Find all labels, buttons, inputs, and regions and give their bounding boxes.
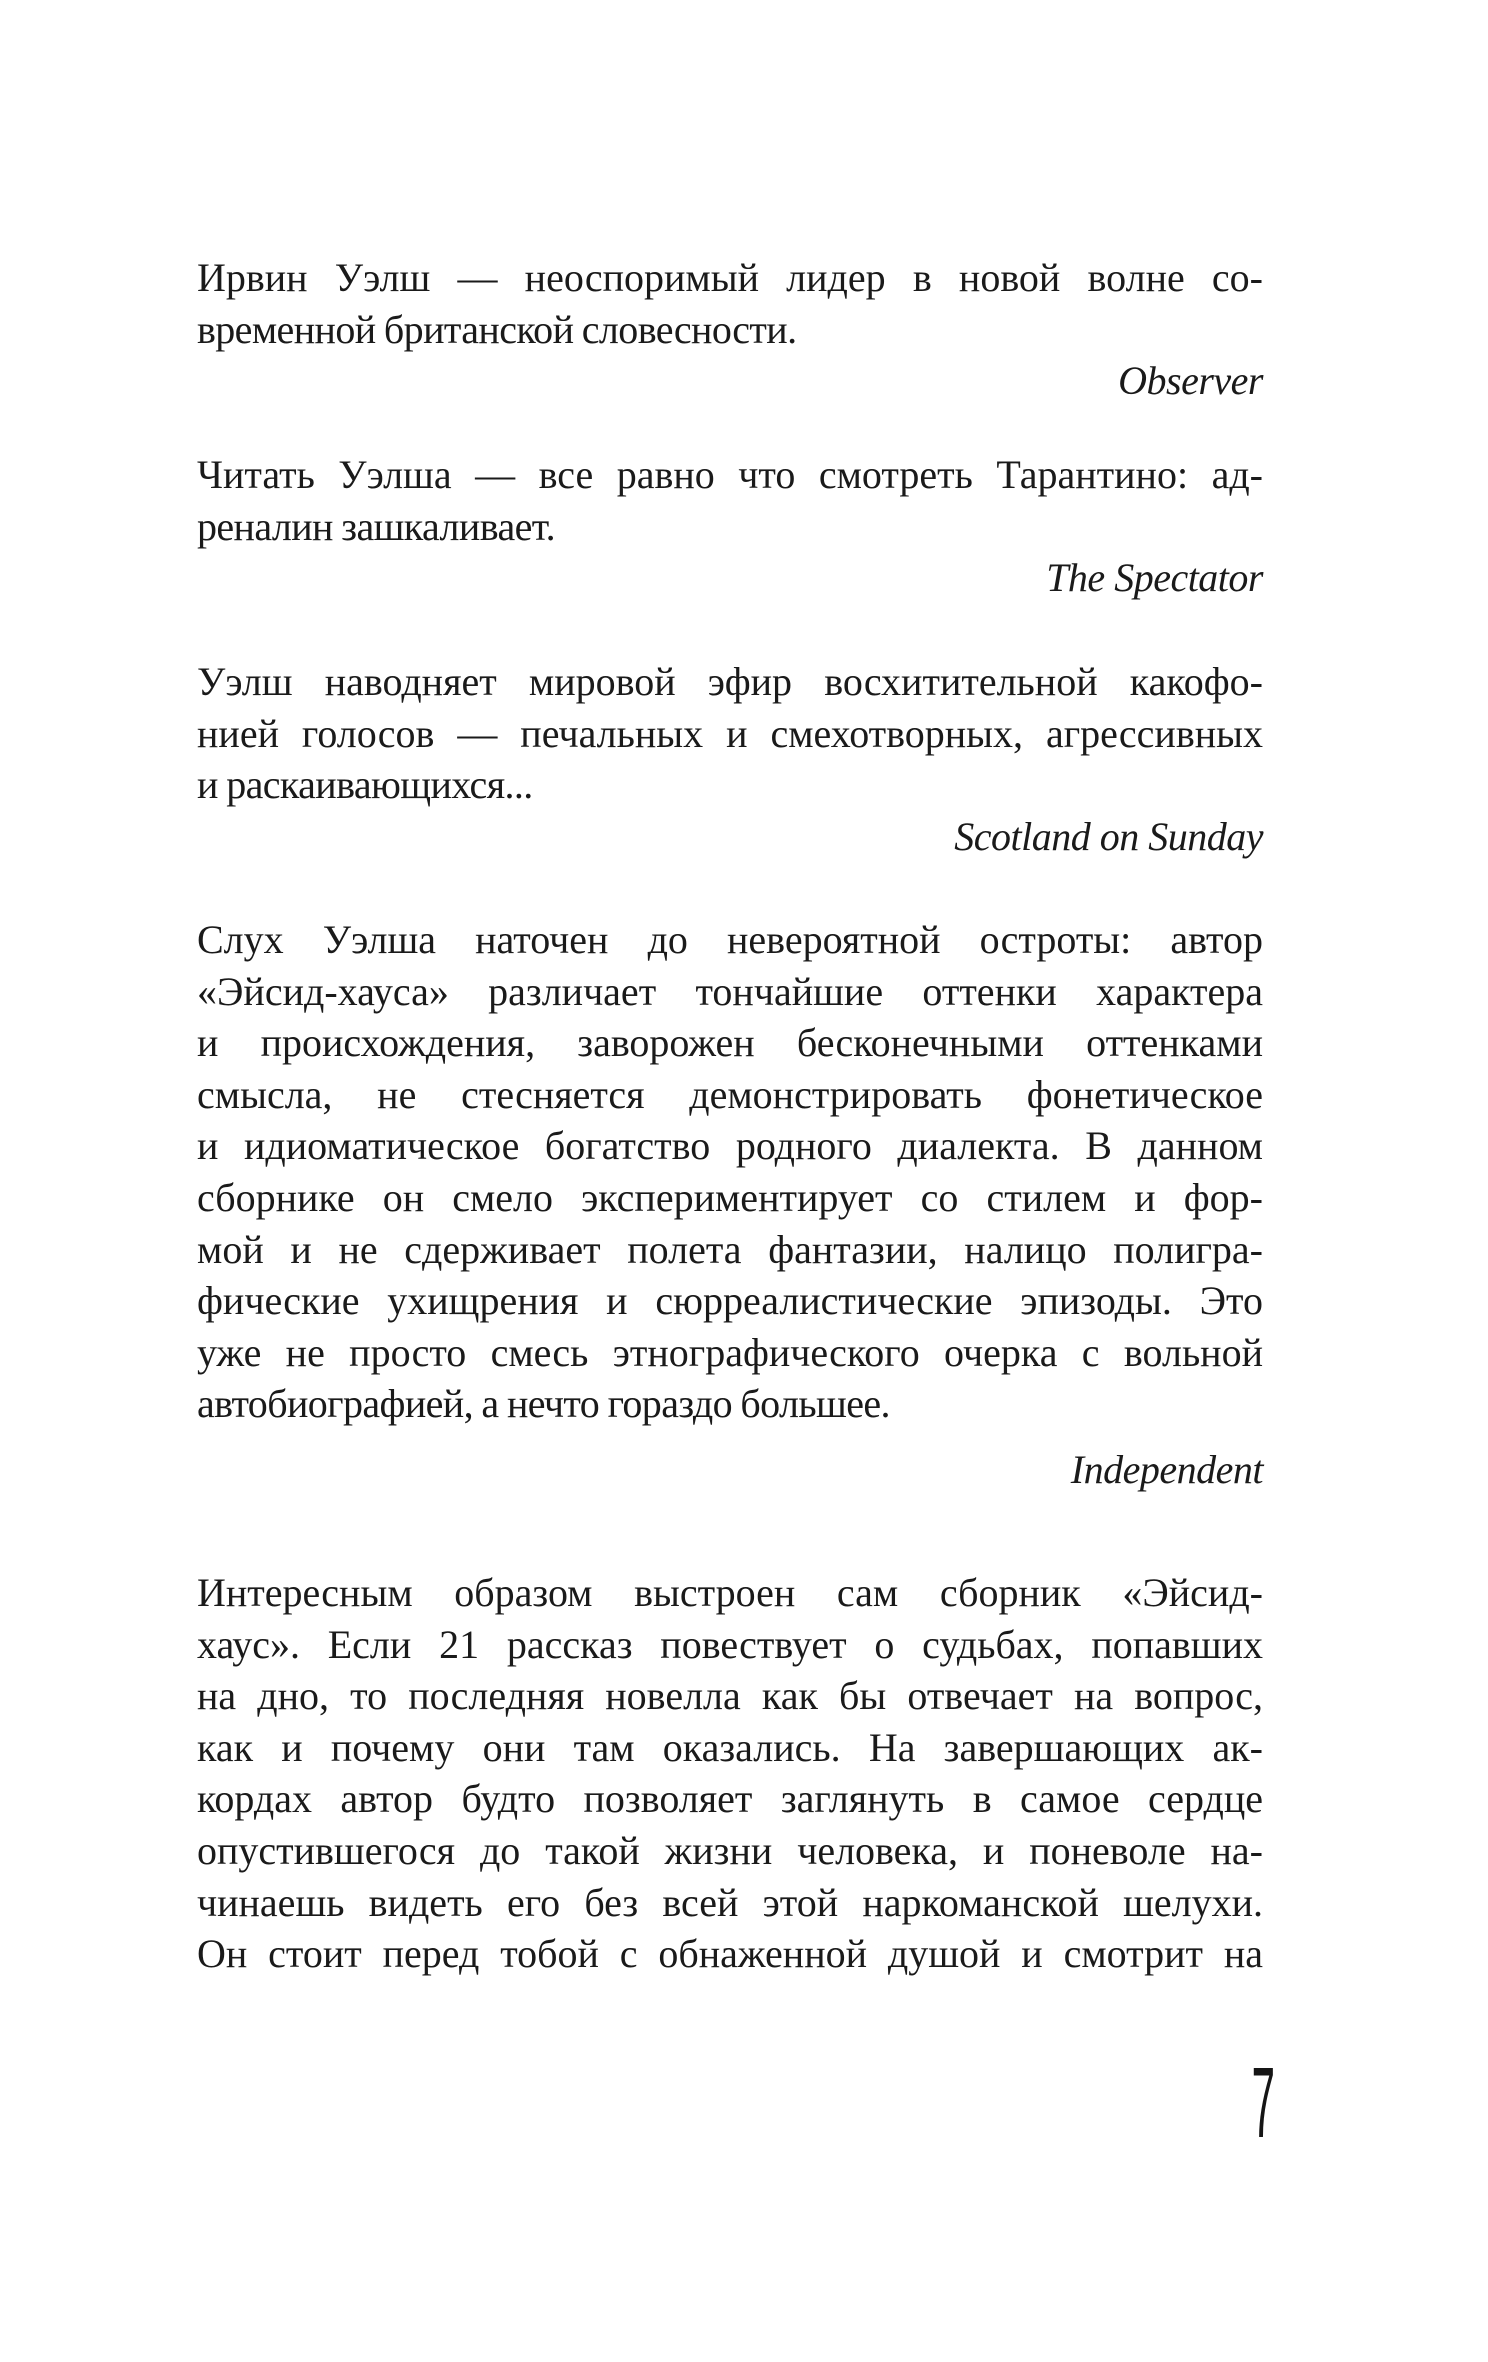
quote-line: смысла, не стесняется демонстрировать фонетическое [197,1071,1263,1117]
review-quote-scotland-on-sunday [197,656,1263,862]
quote-line: реналин зашкаливает. [197,503,556,549]
quote-source: The Spectator [1046,555,1263,601]
review-quote-independent [197,914,1263,1496]
quote-line: и происхождения, заворожен бесконечными оттенками [197,1020,1263,1066]
paragraph-line: кордах автор будто позволяет заглянуть в самое сердце [197,1776,1263,1822]
quote-source: Observer [1118,358,1263,404]
paragraph-line: Интересным образом выстроен сам сборник «Эйсид- [197,1570,1263,1615]
quote-line: «Эйсид-хауса» различает тончайшие оттенки характера [197,968,1263,1014]
quote-line: мой и не сдерживает полета фантазии, налицо полигра- [197,1226,1263,1272]
quote-line: и идиоматическое богатство родного диалекта. В данном [197,1123,1263,1169]
paragraph-line: чинаешь видеть его без всей этой наркоманской шелухи. [197,1879,1263,1925]
page-number: 7 [1251,2047,1276,2159]
paragraph-line: опустившегося до такой жизни человека, и поневоле на- [197,1827,1263,1873]
quote-source: Independent [1070,1446,1263,1492]
quote-line: фические ухищрения и сюрреалистические эпизоды. Это [197,1278,1263,1324]
quote-line: и раскаивающихся... [197,762,533,808]
quote-source: Scotland on Sunday [954,813,1263,859]
quote-line: Ирвин Уэлш — неоспоримый лидер в новой волне со- [197,255,1263,300]
review-quote-spectator [197,449,1263,604]
quote-line: уже не просто смесь этнографического очерка с вольной [197,1329,1263,1375]
quote-line: Уэлш наводняет мировой эфир восхитительной какофо- [197,659,1263,704]
paragraph-line: на дно, то последняя новелла как бы отвечает на вопрос, [197,1673,1263,1719]
review-quote-observer [197,252,1263,407]
paragraph-line: Он стоит перед тобой с обнаженной душой и смотрит на [197,1931,1263,1977]
paragraph-line: хаус». Если 21 рассказ повествует о судьбах, попавших [197,1621,1263,1667]
quote-line: временной британской словесности. [197,306,797,352]
quote-line: Читать Уэлша — все равно что смотреть Тарантино: ад- [197,452,1263,497]
quote-line: Слух Уэлша наточен до невероятной остроты: автор [197,917,1263,962]
paragraph-line: как и почему они там оказались. На завершающих ак- [197,1724,1263,1770]
quote-line: автобиографией, а нечто гораздо большее. [197,1381,890,1427]
closing-paragraph [197,1567,1263,1980]
quote-line: сборнике он смело экспериментирует со стилем и фор- [197,1174,1263,1220]
quote-line: нией голосов — печальных и смехотворных, агрессивных [197,710,1263,756]
